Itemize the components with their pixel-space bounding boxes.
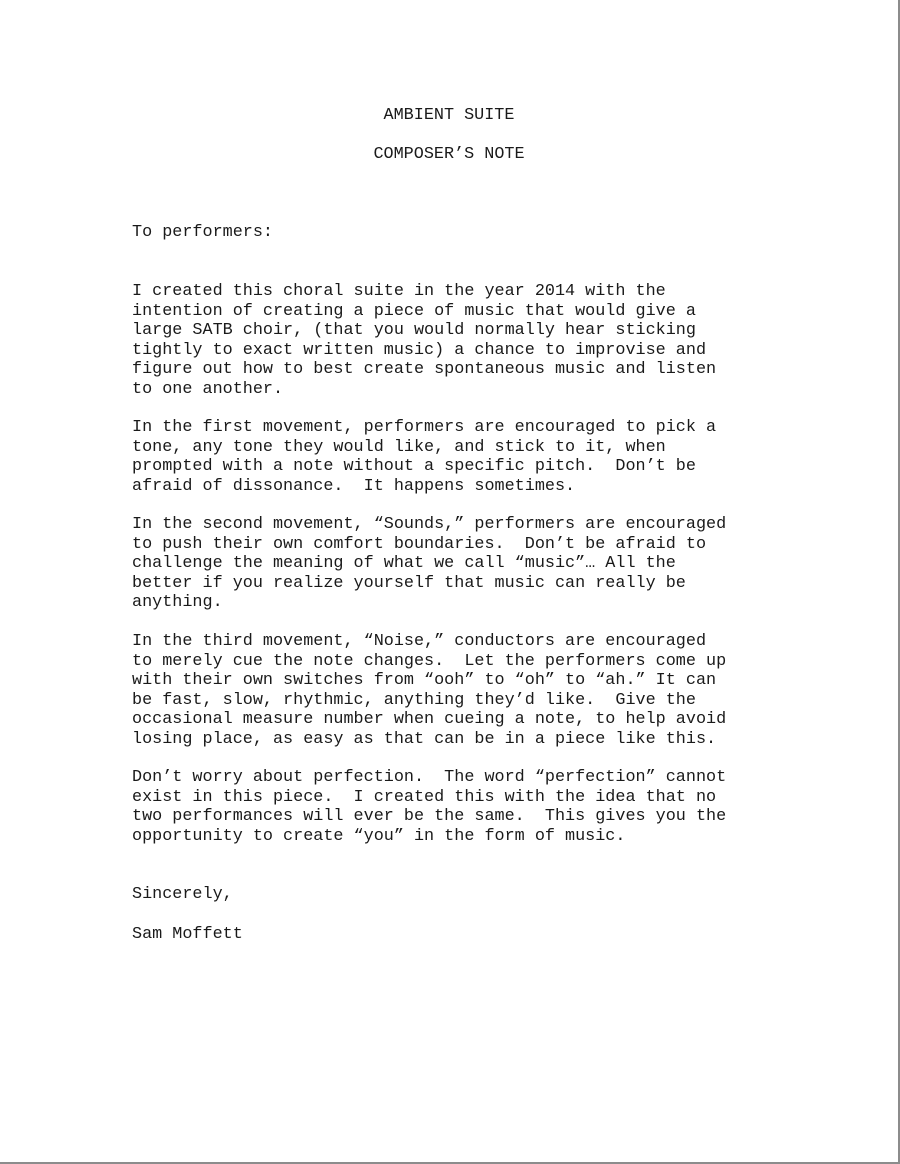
document-subtitle: COMPOSER’S NOTE xyxy=(373,145,525,164)
salutation: To performers: xyxy=(132,223,273,242)
signature: Sam Moffett xyxy=(132,925,243,944)
paragraph-second-movement: In the second movement, “Sounds,” performers are encouraged to push their own comfort boundaries. Don’t be afraid to challenge the meaning of what we call “music”… All the better if you realize yourself that music can really be anything. xyxy=(132,515,727,612)
closing: Sincerely, xyxy=(132,885,233,904)
document-title: AMBIENT SUITE xyxy=(383,106,515,125)
paragraph-first-movement: In the first movement, performers are encouraged to pick a tone, any tone they would like, and stick to it, when prompted with a note without a specific pitch. Don’t be afraid of dissonance. It happens sometimes. xyxy=(132,418,717,496)
paragraph-perfection: Don’t worry about perfection. The word “perfection” cannot exist in this piece. I created this with the idea that no two performances will ever be the same. This gives you the opportunity to create “you” in the form of music. xyxy=(132,768,727,846)
paragraph-third-movement: In the third movement, “Noise,” conductors are encouraged to merely cue the note changes. Let the performers come up with their own switches from “ooh” to “oh” to “ah.” It can be fast, slow, rhythmic, anything they’d like. Give the occasional measure number when cueing a note, to help avoid losing place, as easy as that can be in a piece like this. xyxy=(132,632,727,749)
paragraph-intro: I created this choral suite in the year 2014 with the intention of creating a piece of music that would give a large SATB choir, (that you would normally hear sticking tightly to exact written music) a chance to improvise and figure out how to best create spontaneous music and listen to one another. xyxy=(132,282,717,399)
